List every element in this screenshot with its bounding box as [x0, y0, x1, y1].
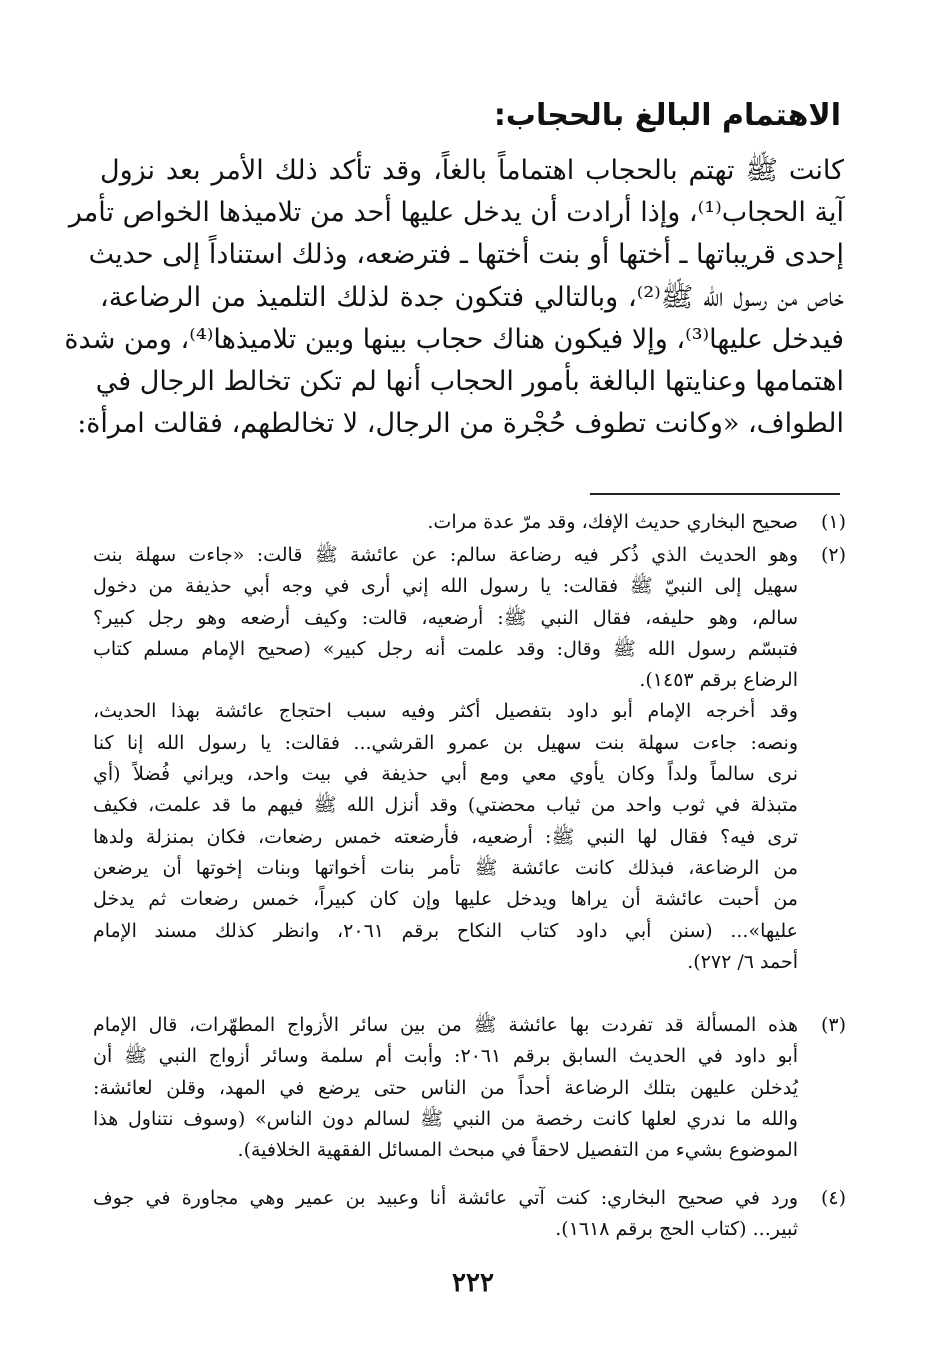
- footnote-line: الرضاع برقم ١٤٥٣).: [639, 669, 798, 692]
- body-line: خاص من رسول الله ﷺ⁽²⁾، وبالتالي فتكون جدة لذلك التلميذ من الرضاعة،: [100, 281, 844, 313]
- footnote-line: ورد في صحيح البخاري: كنت آتي عائشة أنا وعبيد بن عمير وهي مجاورة في جوف: [93, 1187, 798, 1209]
- footnote-number: (٤): [820, 1187, 846, 1209]
- footnote-line: الموضوع بشيء من التفصيل لاحقاً في مبحث المسائل الفقهية الخلافية).: [237, 1139, 798, 1162]
- footnote-line: عليها»... (سنن أبي داود كتاب النكاح برقم ٢٠٦١، وانظر كذلك مسند الإمام: [93, 919, 798, 942]
- footnote-line: من الرضاعة، فبذلك كانت عائشة ﷺ تأمر بنات أخواتها وبنات إخوتها أن يرضعن: [93, 856, 798, 879]
- footnote-line: فتبسّم رسول الله ﷺ وقال: وقد علمت أنه رجل كبير» (صحيح الإمام مسلم كتاب: [93, 637, 798, 660]
- footnote-line: متبذلة في ثوب واحد من ثياب محضتي) وقد أنزل الله ﷺ فيهم ما قد علمت، فكيف: [93, 794, 798, 817]
- footnote-line: وهو الحديث الذي ذُكر فيه رضاعة سالم: عن عائشة ﷺ قالت: «جاءت سهلة بنت: [93, 544, 798, 566]
- footnote-line: ونصه: جاءت سهلة بنت سهيل بن عمرو القرشي... فقالت: يا رسول الله إنا كنا: [93, 731, 798, 754]
- page-number: ٢٢٢: [452, 1268, 494, 1298]
- footnote-line: أحمد ٦/ ٢٧٢).: [687, 950, 798, 973]
- section-heading: الاهتمام البالغ بالحجاب:: [493, 98, 841, 133]
- footnote-line: هذه المسألة قد تفردت بها عائشة ﷺ من بين سائر الأزواج المطهّرات، قال الإمام: [93, 1014, 798, 1036]
- footnote-line: ثبير... (كتاب الحج برقم ١٦١٨).: [555, 1218, 798, 1241]
- footnote-line: والله ما ندري لعلها كانت رخصة من النبي ﷺ لسالم دون الناس» (وسوف نتناول هذا: [93, 1107, 798, 1130]
- body-line: إحدى قريباتها ـ أختها أو بنت أختها ـ فترضعه، وذلك استناداً إلى حديث: [88, 239, 844, 271]
- footnote-4: [93, 1183, 846, 1246]
- footnote-line: ترى فيه؟ فقال لها النبي ﷺ: أرضعيه، فأرضعته خمس رضعات، فكان بمنزلة ولدها: [93, 825, 798, 848]
- footnote-number: (١): [820, 511, 846, 533]
- body-line: اهتمامها وعنايتها البالغة بأمور الحجاب أنها لم تكن تخالط الرجال في: [95, 365, 844, 397]
- footnote-2: [93, 540, 846, 978]
- footnote-line: من أحبت عائشة أن يراها ويدخل عليها وإن كان كبيراً، خمس رضعات ثم يدخل: [93, 888, 798, 911]
- body-line: الطواف، «وكانت تطوف حُجْرة من الرجال، لا تخالطهم، فقالت امرأة:: [77, 408, 844, 440]
- footnote-separator: [590, 493, 840, 495]
- footnote-line: أبو داود في الحديث السابق برقم ٢٠٦١: وأبت أم سلمة وسائر أزواج النبي ﷺ أن: [93, 1045, 798, 1068]
- footnote-line: سهيل إلى النبيّ ﷺ فقالت: يا رسول الله إني أرى في وجه أبي حذيفة من دخول: [93, 575, 798, 598]
- body-line: كانت ﷺ تهتم بالحجاب اهتماماً بالغاً، وقد تأكد ذلك الأمر بعد نزول: [100, 155, 844, 186]
- footnote-number: (٣): [820, 1014, 846, 1036]
- footnote-1: [93, 507, 846, 538]
- footnote-line: سالم، وهو حليفه، فقال النبي ﷺ: أرضعيه، قالت: وكيف أرضعه وهو رجل كبير؟: [93, 606, 798, 629]
- footnote-line: صحيح البخاري حديث الإفك، وقد مرّ عدة مرات.: [427, 511, 798, 533]
- body-line: فيدخل عليها⁽³⁾، وإلا فيكون هناك حجاب بينها وبين تلاميذها⁽⁴⁾، ومن شدة: [64, 323, 844, 355]
- footnote-number: (٢): [820, 544, 846, 566]
- body-text: [64, 150, 844, 445]
- footnote-line: نرى سالماً ولداً وكان يأوي معي ومع أبي حذيفة في بيت واحد، ويراني فُضلاً (أي: [93, 763, 798, 786]
- footnote-line: يُدخلن عليهن بتلك الرضاعة أحداً من الناس حتى يرضع في المهد، وقلن لعائشة:: [93, 1076, 798, 1099]
- footnote-3: [93, 1010, 846, 1166]
- footnote-line: وقد أخرجه الإمام أبو داود بتفصيل أكثر وفيه سبب احتجاج عائشة بهذا الحديث،: [93, 700, 798, 723]
- body-line: آية الحجاب⁽¹⁾، وإذا أرادت أن يدخل عليها أحد من تلاميذها الخواص تأمر: [68, 197, 844, 229]
